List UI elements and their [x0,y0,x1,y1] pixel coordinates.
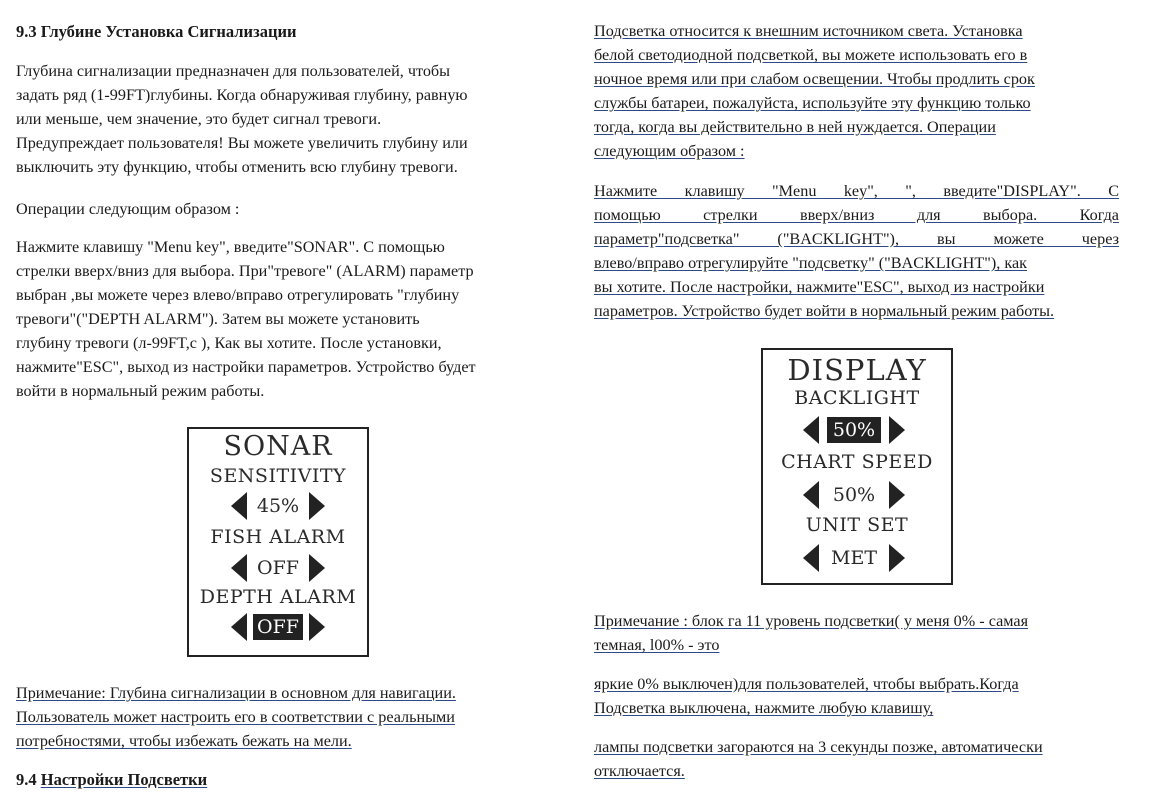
sonar-title: SONAR [223,431,333,462]
right-arrow-icon [309,554,325,582]
text-line: ночное время или при слабом освещении. Чтобы продлить срок [594,70,1035,88]
backlight-value: 50% [827,417,881,443]
section-heading-9-3: 9.3 Глубине Установка Сигнализации [16,22,297,41]
text-line: глубину тревоги (л-99FT,с ), Как вы хотите. После установки, [16,334,442,352]
text-line: темная, l00% - это [594,636,720,654]
left-arrow-icon [803,481,819,509]
left-arrow-icon [803,544,819,572]
section-heading-9-4: 9.4 Настройки Подсветки [16,770,208,789]
fish-alarm-value-row [189,552,367,584]
left-arrow-icon [231,554,247,582]
text-line: отключается. [594,762,685,780]
sensitivity-value-row [189,490,367,522]
text-line: стрелки вверх/вниз для выбора. При"тревоге" (ALARM) параметр [16,262,474,280]
display-title: DISPLAY [787,353,927,387]
text-line: Пользователь может настроить его в соответствии с реальными [16,708,455,726]
chart-speed-value-row [763,479,951,511]
operations-label: Операции следующим образом : [16,200,240,218]
text-line: следующим образом : [594,142,745,160]
text-line: тревоги"("DEPTH ALARM"). Затем вы можете установить [16,310,420,328]
text-line: Нажмите клавишу "Menu key", введите"SONAR". С помощью [16,238,445,256]
text-line: войти в нормальный режим работы. [16,382,265,400]
sonar-menu-screen [187,427,369,657]
text-line: Подсветка выключена, нажмите любую клавишу, [594,699,934,717]
text-line: службы батареи, пожалуйста, используйте эту функцию только [594,94,1031,112]
text-line: параметр"подсветка" ("BACKLIGHT"), вы можете через [594,230,1119,248]
unit-set-value-row [763,542,951,574]
sensitivity-label: SENSITIVITY [209,465,347,487]
depth-alarm-label: DEPTH ALARM [199,586,357,608]
unit-set-value: MET [831,547,877,569]
text-line: вы хотите. После настройки, нажмите"ESC", выход из настройки [594,278,1045,296]
text-line: Нажмите клавишу "Menu key", ", введите"DISPLAY". С [594,182,1119,200]
text-line: выбран ,вы можете через влево/вправо отрегулировать "глубину [16,286,460,304]
text-line: задать ряд (1-99FT)глубины. Когда обнаруживая глубину, равную [16,86,468,104]
text-line: влево/вправо отрегулируйте "подсветку" ("BACKLIGHT"), как [594,254,1027,272]
text-line: Глубина сигнализации предназначен для пользователей, чтобы [16,62,451,80]
fish-alarm-label: FISH ALARM [210,526,346,548]
text-line: Примечание : блок га 11 уровень подсветки( у меня 0% - самая [594,612,1029,630]
left-arrow-icon [231,613,247,641]
text-line: Примечание: Глубина сигнализации в основном для навигации. [16,684,456,702]
chart-speed-label: CHART SPEED [781,451,933,473]
right-arrow-icon [889,481,905,509]
left-arrow-icon [231,492,247,520]
right-arrow-icon [889,416,905,444]
backlight-value-row [763,414,951,446]
text-line: нажмите"ESC", выход из настройки параметров. Устройство будет [16,358,476,376]
right-arrow-icon [309,613,325,641]
right-arrow-icon [889,544,905,572]
text-line: Подсветка относится к внешним источником света. Установка [594,22,1023,40]
text-line: параметров. Устройство будет войти в нормальный режим работы. [594,302,1055,320]
text-line: белой светодиодной подсветкой, вы можете использовать его в [594,46,1028,64]
text-line: лампы подсветки загораются на 3 секунды позже, автоматически [594,738,1043,756]
text-line: тогда, когда вы действительно в ней нуждается. Операции [594,118,996,136]
left-arrow-icon [803,416,819,444]
depth-alarm-value-row [189,611,367,643]
text-line: Предупреждает пользователя! Вы можете увеличить глубину или [16,134,468,152]
unit-set-label: UNIT SET [805,514,909,536]
chart-speed-value: 50% [832,484,876,506]
right-arrow-icon [309,492,325,520]
text-line: или меньше, чем значение, это будет сигнал тревоги. [16,110,382,128]
text-line: помощью стрелки вверх/вниз для выбора. Когда [594,206,1119,224]
fish-alarm-value: OFF [257,557,299,579]
text-line: яркие 0% выключен)для пользователей, чтобы выбрать.Когда [594,675,1019,693]
text-line: потребностями, чтобы избежать бежать на мели. [16,732,352,750]
display-menu-screen [761,348,953,585]
backlight-label: BACKLIGHT [794,387,920,409]
text-line: выключить эту функцию, чтобы отменить всю глубину тревоги. [16,158,458,176]
sensitivity-value: 45% [256,495,300,517]
depth-alarm-value: OFF [253,614,303,640]
